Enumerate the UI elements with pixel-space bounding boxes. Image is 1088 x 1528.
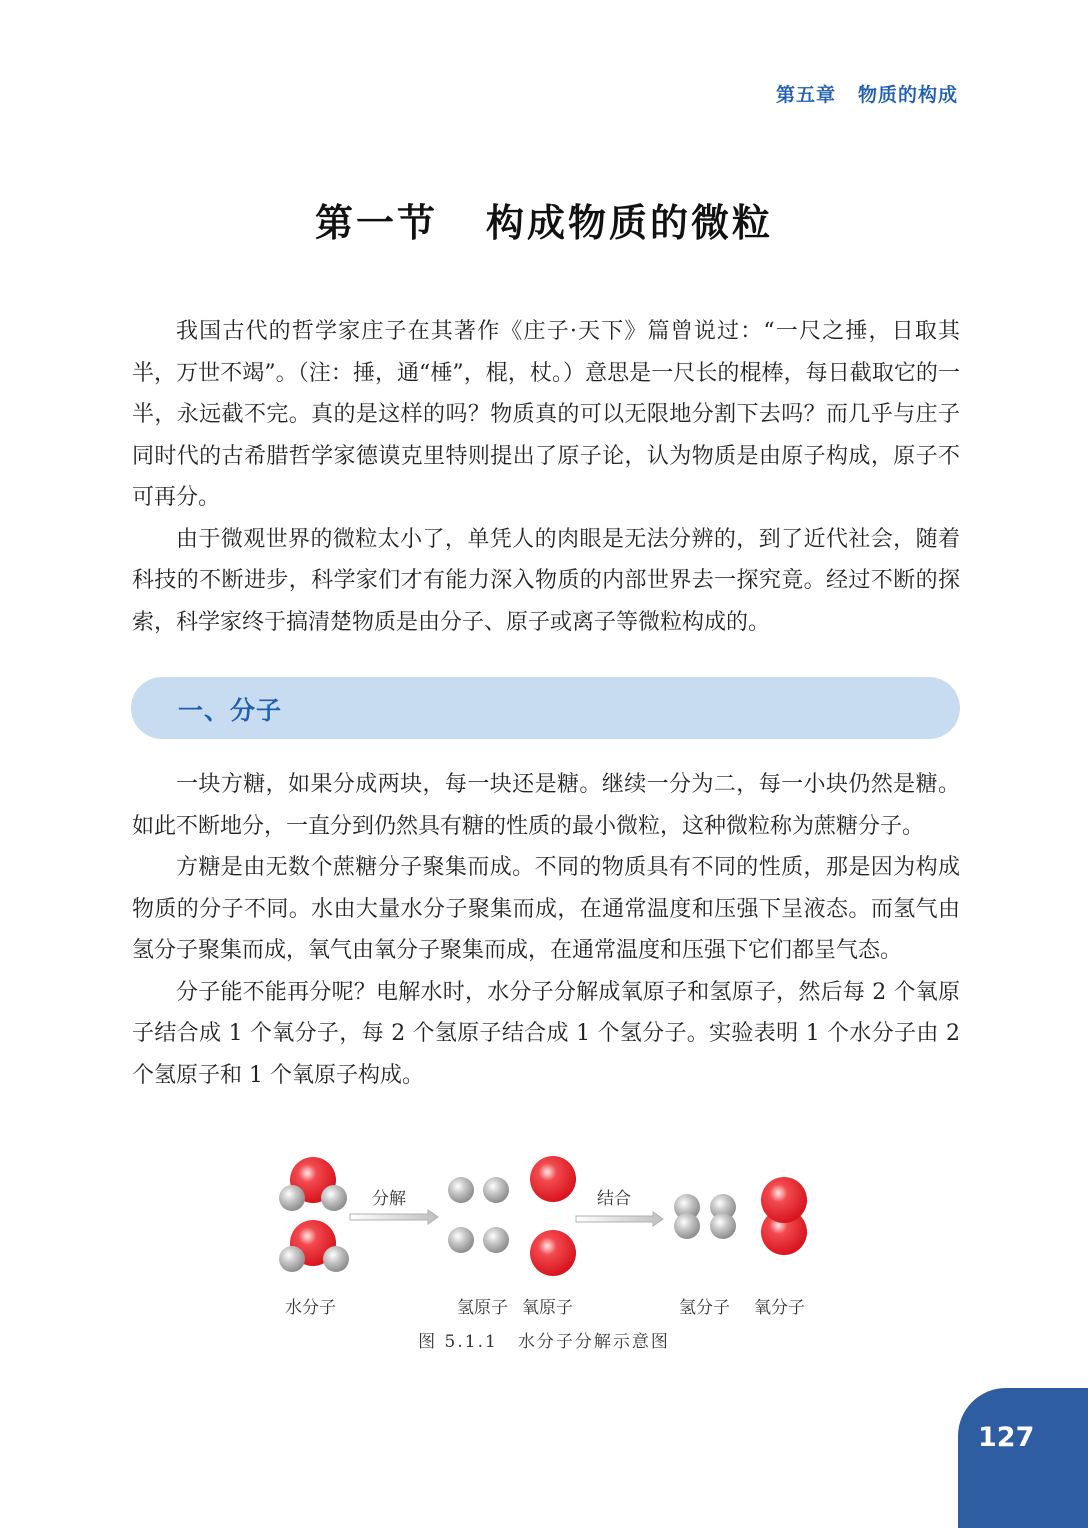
oxygen-atom — [761, 1177, 807, 1223]
caption-number: 图 5.1.1 — [418, 1332, 498, 1352]
body-paragraph-2: 方糖是由无数个蔗糖分子聚集而成。不同的物质具有不同的性质，那是因为构成物质的分子不同。水由大量水分子聚集而成，在通常温度和压强下呈液态。而氢气由氢分子聚集而成，氧气由氧分子聚集而成，在通常温度和压强下它们都呈气态。 — [132, 855, 960, 963]
hydrogen-atom — [448, 1177, 474, 1203]
intro-paragraph-2: 由于微观世界的微粒太小了，单凭人的肉眼是无法分辨的，到了近代社会，随着科技的不断进步，科学家们才有能力深入物质的内部世界去一探究竟。经过不断的探索，科学家终于搞清楚物质是由分子、原子或离子等微粒构成的。 — [132, 526, 960, 635]
hydrogen-atom — [279, 1185, 305, 1211]
arrow-label-decompose: 分解 — [372, 1189, 406, 1209]
subsection-title: 一、分子 — [178, 696, 283, 725]
hydrogen-atom — [483, 1227, 509, 1253]
section-name: 构成物质的微粒 — [486, 201, 774, 245]
molecule-text — [132, 764, 960, 1096]
water-molecule-2 — [279, 1220, 349, 1272]
intro-text — [132, 311, 960, 643]
hydrogen-atom — [279, 1246, 305, 1272]
label-hydrogen-atom: 氢原子 — [457, 1298, 508, 1318]
hydrogen-molecule-1 — [674, 1194, 700, 1239]
label-hydrogen-molecule: 氢分子 — [679, 1298, 730, 1318]
oxygen-atom — [530, 1156, 576, 1202]
oxygen-molecule — [761, 1177, 807, 1255]
arrow-decompose — [350, 1210, 438, 1224]
intro-paragraph-1: 我国古代的哲学家庄子在其著作《庄子·天下》篇曾说过：“一尺之捶，日取其半，万世不竭”。（注：捶，通“棰”，棍，杖。）意思是一尺长的棍棒，每日截取它的一半，永远截不完。真的是这样的吗？物质真的可以无限地分割下去吗？而几乎与庄子同时代的古希腊哲学家德谟克里特则提出了原子论，认为物质是由原子构成，原子不可再分。 — [132, 319, 960, 510]
water-molecule-1 — [279, 1157, 347, 1211]
hydrogen-atom — [321, 1185, 347, 1211]
oxygen-atom — [530, 1230, 576, 1276]
label-oxygen-molecule: 氧分子 — [754, 1298, 805, 1318]
hydrogen-atom — [448, 1227, 474, 1253]
body-paragraph-1: 一块方糖，如果分成两块，每一块还是糖。继续一分为二，每一小块仍然是糖。如此不断地分，一直分到仍然具有糖的性质的最小微粒，这种微粒称为蔗糖分子。 — [132, 772, 960, 839]
hydrogen-molecule-2 — [710, 1194, 736, 1239]
water-decomposition-figure — [270, 1150, 830, 1350]
chapter-title: 物质的构成 — [857, 84, 958, 106]
label-water-molecule: 水分子 — [285, 1298, 336, 1318]
hydrogen-atom — [323, 1246, 349, 1272]
body-paragraph-3: 分子能不能再分呢？电解水时，水分子分解成氧原子和氢原子，然后每 2 个氧原子结合成 1 个氧分子，每 2 个氢原子结合成 1 个氢分子。实验表明 1 个水分子由 2 个氢原子和 1 个氧原子构成。 — [132, 979, 960, 1088]
chapter-header — [776, 80, 958, 107]
arrow-combine — [576, 1212, 663, 1226]
arrow-label-combine: 结合 — [597, 1189, 631, 1209]
label-oxygen-atom: 氧原子 — [522, 1298, 573, 1318]
hydrogen-atom — [674, 1213, 700, 1239]
hydrogen-atom — [483, 1177, 509, 1203]
section-title — [0, 192, 1088, 247]
figure-caption — [0, 1327, 1088, 1352]
oxygen-atoms — [530, 1156, 576, 1276]
section-number: 第一节 — [314, 201, 438, 245]
page-number-tab — [958, 1388, 1088, 1528]
caption-text: 水分子分解示意图 — [517, 1332, 670, 1352]
hydrogen-atom — [710, 1213, 736, 1239]
chapter-number: 第五章 — [775, 84, 836, 106]
subsection-header — [131, 677, 960, 739]
hydrogen-atoms — [448, 1177, 509, 1253]
page-number: 127 — [978, 1422, 1035, 1453]
